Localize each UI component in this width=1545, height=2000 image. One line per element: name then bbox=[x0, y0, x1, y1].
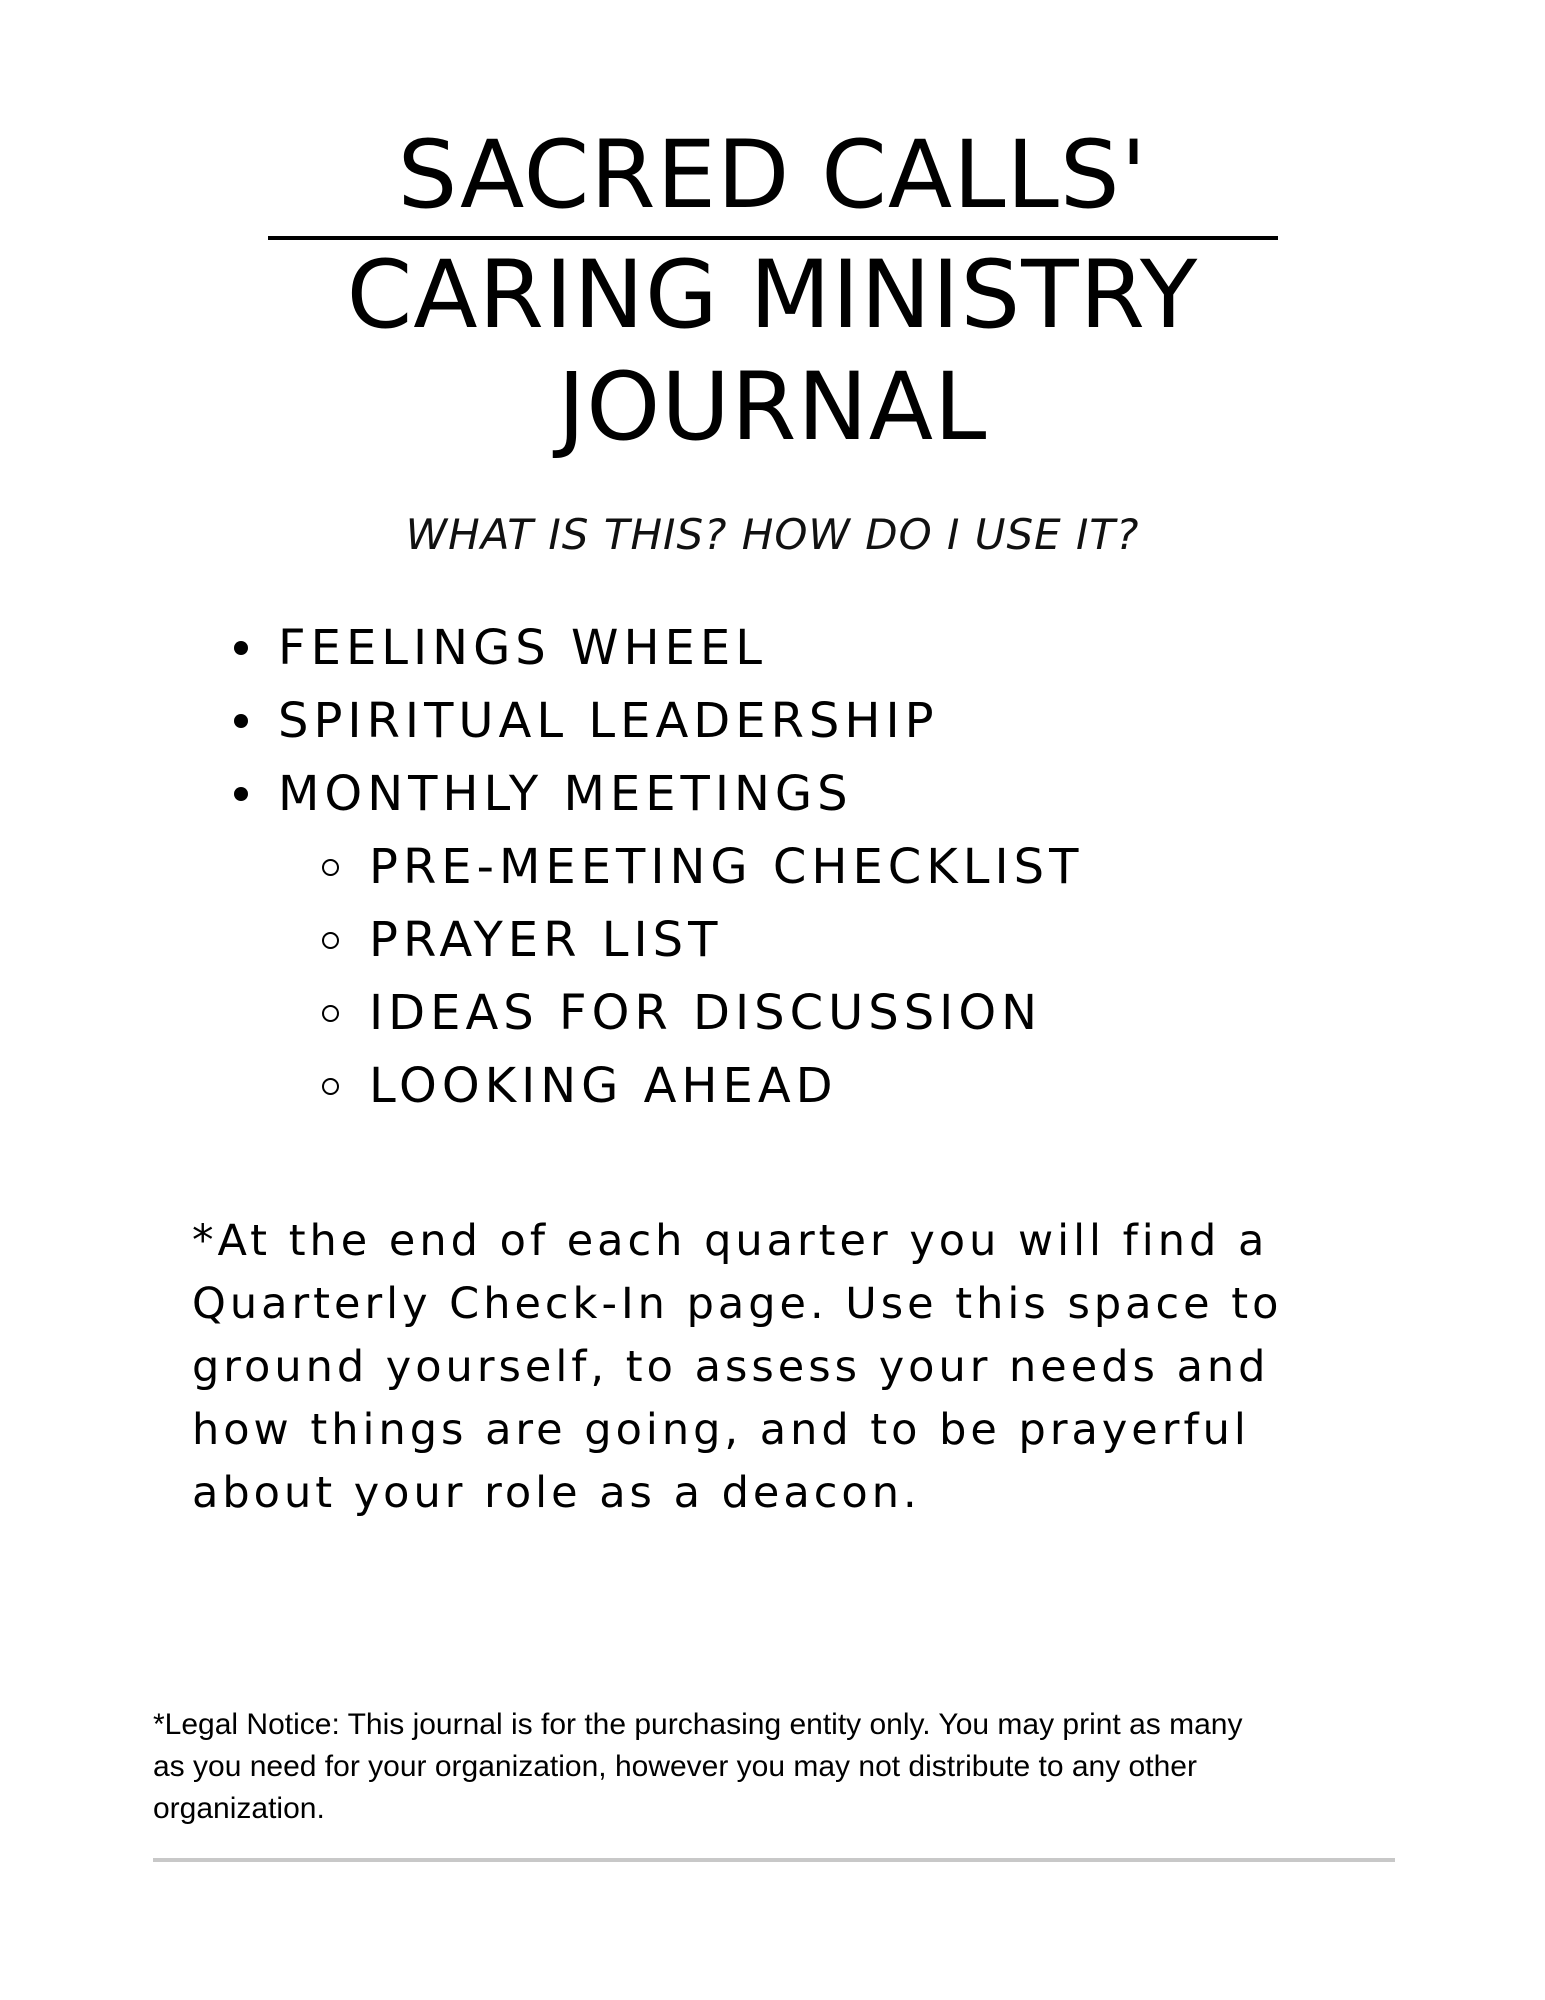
sub-list-item-label: PRE-MEETING CHECKLIST bbox=[369, 839, 1084, 895]
title-line-2: CARING MINISTRY bbox=[346, 241, 1199, 350]
list-item bbox=[234, 691, 939, 751]
legal-line: organization. bbox=[153, 1792, 325, 1825]
legal-line: as you need for your organization, however you may not distribute to any other bbox=[153, 1750, 1197, 1783]
circle-bullet-icon bbox=[322, 932, 339, 949]
sub-list-item bbox=[322, 983, 1042, 1043]
list-item bbox=[234, 764, 853, 824]
sub-list-item-label: IDEAS FOR DISCUSSION bbox=[369, 985, 1043, 1041]
list-item-label: FEELINGS WHEEL bbox=[278, 620, 767, 676]
circle-bullet-icon bbox=[322, 1078, 339, 1095]
legal-notice bbox=[153, 1704, 1413, 1830]
list-item-label: SPIRITUAL LEADERSHIP bbox=[278, 693, 939, 749]
bullet-icon bbox=[234, 714, 248, 728]
title-line-3: JOURNAL bbox=[557, 353, 988, 462]
sub-list-item-label: PRAYER LIST bbox=[369, 912, 723, 968]
circle-bullet-icon bbox=[322, 859, 339, 876]
circle-bullet-icon bbox=[322, 1005, 339, 1022]
note-line: about your role as a deacon. bbox=[192, 1468, 921, 1518]
quarterly-note bbox=[192, 1210, 1352, 1525]
title-line-1: SACRED CALLS' bbox=[397, 121, 1148, 230]
subtitle: WHAT IS THIS? HOW DO I USE IT? bbox=[405, 510, 1140, 559]
sub-list-item bbox=[322, 1056, 838, 1116]
page-title bbox=[0, 120, 1545, 464]
note-line: Quarterly Check-In page. Use this space to bbox=[192, 1279, 1283, 1329]
footer-divider bbox=[153, 1858, 1395, 1862]
sub-list-item-label: LOOKING AHEAD bbox=[369, 1058, 838, 1114]
legal-line: *Legal Notice: This journal is for the purchasing entity only. You may print as many bbox=[153, 1708, 1243, 1741]
note-line: how things are going, and to be prayerful bbox=[192, 1405, 1250, 1455]
sub-list-item bbox=[322, 910, 722, 970]
note-line: ground yourself, to assess your needs and bbox=[192, 1342, 1270, 1392]
note-line: *At the end of each quarter you will find a bbox=[192, 1216, 1269, 1266]
sub-list-item bbox=[322, 837, 1083, 897]
bullet-icon bbox=[234, 787, 248, 801]
list-item-label: MONTHLY MEETINGS bbox=[278, 766, 853, 822]
bullet-icon bbox=[234, 641, 248, 655]
list-item bbox=[234, 618, 767, 678]
